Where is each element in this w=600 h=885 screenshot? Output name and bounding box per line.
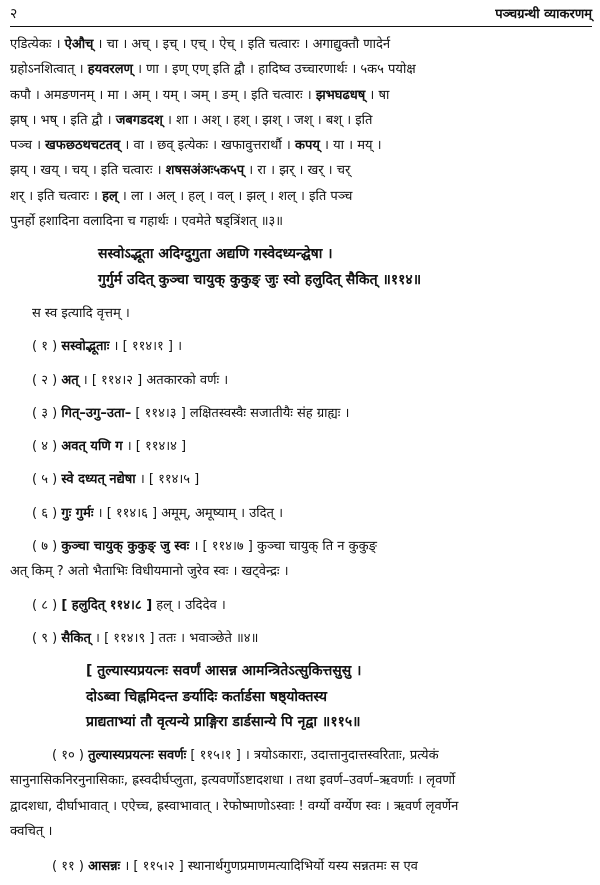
sutra-item — [10, 401, 592, 426]
text-segment: ग्रहोऽनशित्वात् । — [10, 62, 88, 78]
sutra-term: जबगडदश् — [115, 112, 163, 128]
sutra-item — [10, 854, 592, 879]
text-line — [10, 32, 592, 57]
text-segment: ( ८ ) — [32, 597, 62, 613]
sutra-term: [ हलुदित् ११४।८ ] — [61, 597, 153, 613]
sutra-item — [10, 334, 592, 359]
sutra-term: हल् — [102, 188, 118, 204]
sutra-term: कुञ्चा चायुक् कुकुङ् जु स्वः — [61, 539, 190, 555]
page-body — [10, 32, 592, 880]
sutra-item — [10, 593, 592, 618]
text-segment: हल् । उदिदेव । — [152, 597, 226, 613]
sutra-term: स्वे दध्यत् नद्येषा — [61, 472, 136, 488]
text-line — [10, 209, 592, 234]
sutra-term: झभघढधष् — [315, 87, 366, 103]
text-segment: पुनर्हो हशादिना वलादिना च गहार्थः । एवमेते षड्त्रिंशत् ॥३॥ — [10, 214, 284, 230]
text-segment: [ ११५।१ ] । त्रयोऽकाराः, उदात्तानुदात्तस्वरिताः, प्रत्येकं — [186, 748, 439, 764]
text-segment: । ला । अल् । हल् । वल् । झल् । शल् । इति पञ्च — [117, 188, 353, 204]
text-segment: ( ५ ) — [32, 472, 62, 488]
text-line — [10, 184, 592, 209]
page-number: २ — [10, 6, 18, 22]
text-segment: ( १० ) — [52, 748, 89, 764]
sutra-item-continuation — [10, 559, 592, 584]
text-segment: ( ७ ) — [32, 539, 62, 555]
sutra-commentary — [10, 743, 592, 879]
sutra-item — [10, 534, 592, 559]
text-segment: । या । मय् । — [319, 138, 382, 154]
sutra-term: सस्वोद्भूताः — [61, 339, 110, 355]
text-segment: । [ ११४।९ ] ततः । भवाञ्छेते ॥४॥ — [90, 630, 259, 646]
text-segment: । [ ११४।१ ] । — [109, 339, 183, 355]
sutra-item — [10, 501, 592, 526]
verse-line: [ तुल्यास्यप्रयत्नः सवर्णं आसन्न आमन्त्रितेऽत्सुकित्तसुसु । — [86, 663, 362, 680]
sutra-term: ऐऔच् — [64, 37, 94, 52]
sutra-term: तुल्यास्यप्रयत्नः सवर्णः — [88, 748, 187, 764]
text-segment: पञ्च । — [10, 138, 46, 154]
text-segment: अत् किम् ? अतो भैताभिः विधीयमानो जुरेव स्वः । खट्वेन्द्रः । — [10, 564, 289, 580]
text-line — [10, 57, 592, 82]
sutra-item — [10, 743, 592, 768]
text-segment: कपौ । अमङणनम् । मा । अम् । यम् । ञम् । ङम् । इति चत्वारः । — [10, 87, 316, 103]
text-segment: । [ ११५।२ ] स्थानार्थगुणप्रमाणमत्यादिभिर्यो यस्य सन्नतमः स एव — [120, 859, 418, 875]
text-segment: । णा । इण् एण् इति द्वौ । हादिष्व उच्चारणार्थः । ५क५ पयोक्ष — [132, 62, 416, 78]
header-rule — [10, 26, 592, 27]
text-segment: ( ११ ) — [52, 859, 89, 875]
text-segment: । [ ११४।५ ] — [135, 472, 200, 488]
text-segment: । षा — [365, 87, 390, 103]
commentary-line — [10, 819, 592, 844]
sutra-term: सैकित् — [61, 630, 91, 646]
sutra-item — [10, 626, 592, 651]
verse-line: सस्वोऽद्भूता अदिग्दुगुता अद्यणि गस्वेदध्यन्द्घेषा । — [98, 246, 333, 263]
sutra-term: आसन्नः — [88, 859, 121, 875]
text-segment: शर् । इति चत्वारः । — [10, 188, 103, 204]
page-header — [10, 4, 592, 24]
text-segment: [ ११४।३ ] लक्षितस्वस्वैः सजातीयैः संह ग्राह्यः । — [131, 405, 350, 421]
text-line — [10, 83, 592, 108]
text-segment: एडित्येकः । — [10, 37, 65, 52]
text-line — [10, 133, 592, 158]
sutra-items — [10, 334, 592, 651]
commentary-line — [10, 794, 592, 819]
sutra-block — [10, 32, 592, 234]
sutra-term: गित्–उगु–उता– — [61, 405, 132, 421]
text-segment: । [ ११४।७ ] कुञ्चा चायुक् ति न कुकुङ् — [189, 539, 377, 555]
text-segment: ( ३ ) — [32, 405, 62, 421]
text-segment: ( ६ ) — [32, 505, 62, 521]
text-segment: । [ ११४।६ ] अमूम्, अमूष्याम् । उदित् । — [93, 505, 284, 521]
verse-line: प्राद्यताभ्यां तौ वृत्यन्ये प्राङ्गिरा डार्डसान्ये पि नृद्वा ॥११५॥ — [86, 713, 361, 730]
sutra-item — [10, 368, 592, 393]
text-segment: सानुनासिकनिरनुनासिकाः, ह्रस्वदीर्घप्लुता, इत्यवर्णोऽष्टादशधा । तथा इवर्ण–उवर्ण–ऋवर्णाः । लृवर्णो — [10, 773, 456, 789]
sutra-term: हयवरलण् — [87, 62, 133, 78]
text-segment: ( ४ ) — [32, 439, 62, 455]
sutra-item — [10, 434, 592, 459]
sutra-term: कपय् — [294, 138, 320, 154]
sutra-term: अवत् यणि ग — [61, 439, 123, 455]
karika-verse — [10, 242, 592, 293]
text-segment: । रा । झर् । खर् । चर् — [244, 163, 351, 179]
text-segment: । [ ११४।२ ] अतकारको वर्णः । — [78, 372, 229, 388]
sutra-term: अत् — [61, 372, 79, 388]
sutra-term: खफछठथचटतव् — [45, 138, 121, 154]
text-line — [10, 158, 592, 183]
intro-line: स स्व इत्यादि वृत्तम् । — [32, 305, 130, 321]
verse-line: गुर्गुर्म उदित् कुञ्चा चायुक् कुकुङ् जुः स्वो हलुदित् सैकित् ॥११४॥ — [98, 271, 422, 288]
text-segment: । शा । अश् । हश् । झश् । जश् । बश् । इति — [162, 112, 373, 128]
text-segment: द्वादशधा, दीर्घाभावात् । एऐच्च, ह्रस्वाभावात् । रेफोष्माणोऽस्वाः ! वर्ग्यो वर्ग्येण स्वः । ऋवर्ण लृवर्णेन — [10, 798, 459, 814]
karika-verse-2 — [10, 659, 592, 735]
sutra-term: गुः गुर्मः — [61, 505, 94, 521]
text-segment: । चा । अच् । इच् । एच् । ऐच् । इति चत्वारः । अगाद्युक्तौ णादेर्न — [93, 37, 391, 52]
text-line — [10, 108, 592, 133]
text-segment: ( ९ ) — [32, 630, 62, 646]
text-segment: । [ ११४।४ ] — [122, 439, 187, 455]
sutra-item — [10, 467, 592, 492]
text-segment: क्वचित् । — [10, 824, 53, 840]
text-segment: ( २ ) — [32, 372, 62, 388]
verse-line: दोऽब्वा चिह्नमिदन्त ङर्यादिः कर्तार्डसा षष्ठ्योक्तस्य — [86, 688, 328, 705]
running-title: पञ्चग्रन्थी व्याकरणम् — [495, 7, 592, 22]
text-segment: । वा । छव् इत्येकः । खफावुत्तरार्थौ । — [120, 138, 295, 154]
text-segment: झय् । खय् । चय् । इति चत्वारः । — [10, 163, 166, 179]
sutra-term: शषसअंअः५क५प् — [165, 163, 245, 179]
text-segment: झष् । भष् । इति द्वौ । — [10, 112, 116, 128]
commentary-line — [10, 768, 592, 793]
text-segment: ( १ ) — [32, 339, 62, 355]
